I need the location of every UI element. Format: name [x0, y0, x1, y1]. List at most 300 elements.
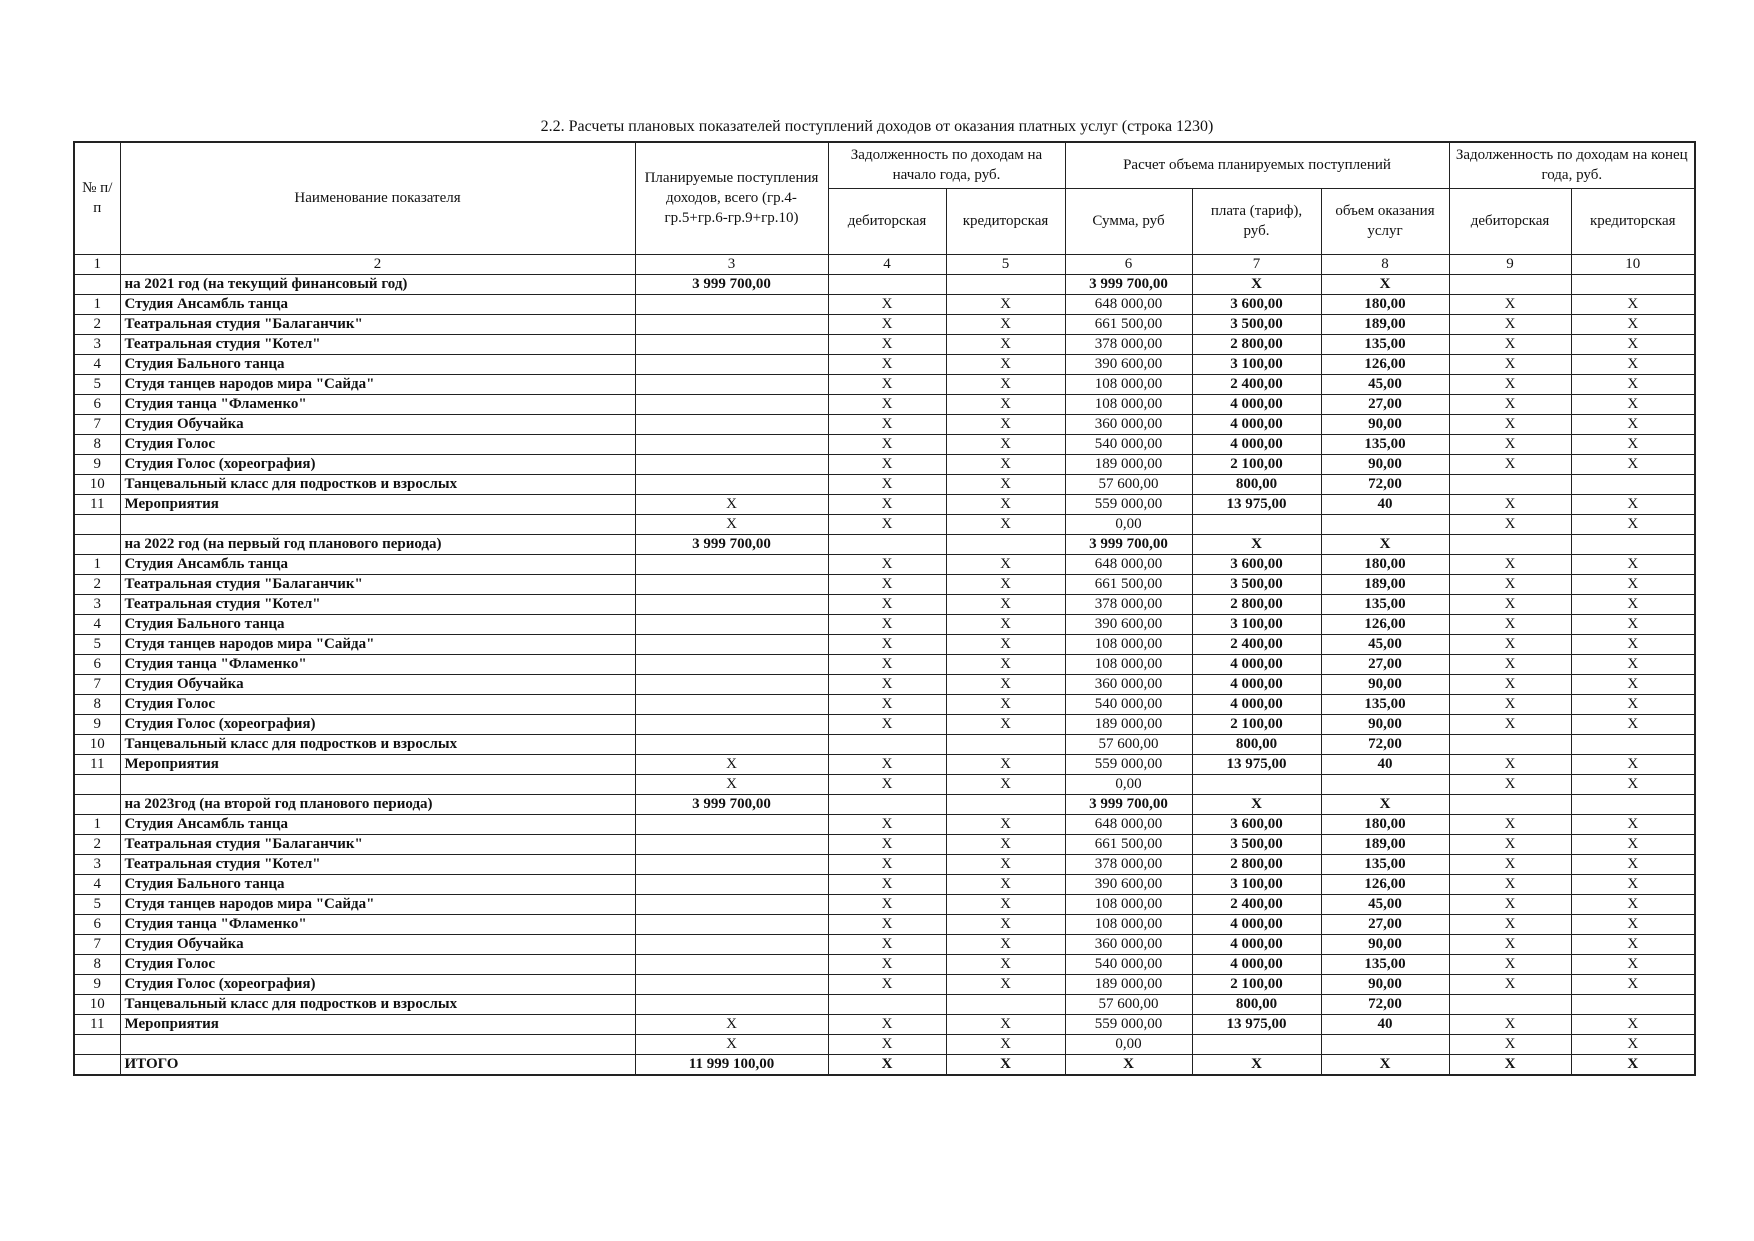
credit-start-cell: X: [946, 494, 1065, 514]
debit-end-cell: X: [1449, 874, 1571, 894]
credit-start-cell: X: [946, 1054, 1065, 1075]
volume-cell: 135,00: [1321, 594, 1449, 614]
table-row: [74, 654, 1695, 674]
planned-cell: [635, 694, 828, 714]
row-name: Студия Ансамбль танца: [120, 294, 635, 314]
sum-cell: 390 600,00: [1065, 614, 1192, 634]
credit-end-cell: X: [1571, 974, 1695, 994]
credit-start-cell: X: [946, 414, 1065, 434]
sum-cell: 108 000,00: [1065, 914, 1192, 934]
row-number: 1: [74, 294, 120, 314]
planned-cell: [635, 474, 828, 494]
row-number: 5: [74, 374, 120, 394]
credit-start-cell: X: [946, 474, 1065, 494]
table-row: [74, 594, 1695, 614]
credit-start-cell: X: [946, 854, 1065, 874]
header-debit: дебиторская: [828, 188, 946, 254]
volume-cell: 90,00: [1321, 714, 1449, 734]
debit-start-cell: X: [828, 1014, 946, 1034]
debit-start-cell: X: [828, 894, 946, 914]
credit-end-cell: X: [1571, 454, 1695, 474]
row-name: Студия Голос (хореография): [120, 454, 635, 474]
debit-end-cell: [1449, 994, 1571, 1014]
row-number: 4: [74, 874, 120, 894]
credit-end-cell: [1571, 534, 1695, 554]
row-number: 11: [74, 494, 120, 514]
planned-cell: 3 999 700,00: [635, 794, 828, 814]
row-number: 5: [74, 634, 120, 654]
debit-start-cell: X: [828, 374, 946, 394]
tariff-cell: [1192, 514, 1321, 534]
sum-cell: 57 600,00: [1065, 994, 1192, 1014]
debit-end-cell: X: [1449, 374, 1571, 394]
row-name: Студия танца "Фламенко": [120, 654, 635, 674]
planned-cell: [635, 374, 828, 394]
planned-cell: X: [635, 494, 828, 514]
tariff-cell: 4 000,00: [1192, 434, 1321, 454]
volume-cell: 135,00: [1321, 334, 1449, 354]
tariff-cell: 4 000,00: [1192, 694, 1321, 714]
sum-cell: 540 000,00: [1065, 954, 1192, 974]
credit-end-cell: X: [1571, 394, 1695, 414]
debit-end-cell: [1449, 274, 1571, 294]
debit-start-cell: X: [828, 1054, 946, 1075]
row-name: [120, 1034, 635, 1054]
debit-start-cell: X: [828, 554, 946, 574]
tariff-cell: 3 600,00: [1192, 294, 1321, 314]
volume-cell: X: [1321, 534, 1449, 554]
volume-cell: 72,00: [1321, 474, 1449, 494]
debit-start-cell: X: [828, 454, 946, 474]
sum-cell: 3 999 700,00: [1065, 534, 1192, 554]
tariff-cell: 2 400,00: [1192, 894, 1321, 914]
row-number: 7: [74, 414, 120, 434]
table-row: [74, 1034, 1695, 1054]
planned-cell: [635, 874, 828, 894]
row-number: 6: [74, 914, 120, 934]
debit-end-cell: X: [1449, 834, 1571, 854]
credit-end-cell: X: [1571, 634, 1695, 654]
credit-end-cell: [1571, 994, 1695, 1014]
row-name: Студия Обучайка: [120, 414, 635, 434]
header-calc: Расчет объема планируемых поступлений: [1065, 142, 1449, 188]
tariff-cell: 4 000,00: [1192, 934, 1321, 954]
tariff-cell: 4 000,00: [1192, 954, 1321, 974]
debit-start-cell: X: [828, 294, 946, 314]
row-number: 4: [74, 614, 120, 634]
tariff-cell: 13 975,00: [1192, 494, 1321, 514]
planned-cell: [635, 914, 828, 934]
sum-cell: 57 600,00: [1065, 734, 1192, 754]
planned-cell: [635, 854, 828, 874]
sum-cell: 189 000,00: [1065, 454, 1192, 474]
sum-cell: 189 000,00: [1065, 974, 1192, 994]
planned-cell: [635, 554, 828, 574]
section-row: [74, 794, 1695, 814]
credit-end-cell: X: [1571, 294, 1695, 314]
header-sum: Сумма, руб: [1065, 188, 1192, 254]
planned-cell: [635, 334, 828, 354]
planned-cell: [635, 574, 828, 594]
tariff-cell: X: [1192, 794, 1321, 814]
row-name: [120, 774, 635, 794]
tariff-cell: 2 800,00: [1192, 594, 1321, 614]
debit-end-cell: X: [1449, 634, 1571, 654]
row-number: 9: [74, 454, 120, 474]
volume-cell: 135,00: [1321, 854, 1449, 874]
header-credit-end: кредиторская: [1571, 188, 1695, 254]
sum-cell: 0,00: [1065, 514, 1192, 534]
tariff-cell: 3 600,00: [1192, 554, 1321, 574]
row-name: Студя танцев народов мира "Сайда": [120, 894, 635, 914]
credit-start-cell: X: [946, 954, 1065, 974]
tariff-cell: 3 100,00: [1192, 354, 1321, 374]
credit-start-cell: X: [946, 294, 1065, 314]
credit-start-cell: [946, 994, 1065, 1014]
row-number: 10: [74, 994, 120, 1014]
col-number: 3: [635, 254, 828, 274]
debit-end-cell: X: [1449, 1034, 1571, 1054]
credit-end-cell: X: [1571, 1014, 1695, 1034]
sum-cell: 3 999 700,00: [1065, 274, 1192, 294]
debit-start-cell: X: [828, 874, 946, 894]
planned-cell: [635, 814, 828, 834]
table-row: [74, 834, 1695, 854]
row-name: Студия танца "Фламенко": [120, 394, 635, 414]
debit-start-cell: X: [828, 834, 946, 854]
debit-end-cell: X: [1449, 494, 1571, 514]
table-row: [74, 734, 1695, 754]
sum-cell: 108 000,00: [1065, 894, 1192, 914]
tariff-cell: 2 100,00: [1192, 714, 1321, 734]
table-row: [74, 554, 1695, 574]
planned-cell: [635, 354, 828, 374]
row-number: 3: [74, 334, 120, 354]
header-debt-end: Задолженность по доходам на конец года, руб.: [1449, 142, 1695, 188]
sum-cell: 390 600,00: [1065, 354, 1192, 374]
row-number: [74, 1034, 120, 1054]
row-number: 7: [74, 674, 120, 694]
debit-end-cell: X: [1449, 574, 1571, 594]
sum-cell: 360 000,00: [1065, 934, 1192, 954]
planned-cell: 11 999 100,00: [635, 1054, 828, 1075]
credit-start-cell: X: [946, 974, 1065, 994]
table-row: [74, 874, 1695, 894]
credit-start-cell: [946, 534, 1065, 554]
debit-end-cell: X: [1449, 314, 1571, 334]
row-name: Мероприятия: [120, 1014, 635, 1034]
col-number: 7: [1192, 254, 1321, 274]
tariff-cell: 3 500,00: [1192, 574, 1321, 594]
credit-start-cell: X: [946, 394, 1065, 414]
credit-end-cell: X: [1571, 414, 1695, 434]
debit-start-cell: X: [828, 394, 946, 414]
table-row: [74, 754, 1695, 774]
credit-start-cell: X: [946, 574, 1065, 594]
debit-start-cell: X: [828, 414, 946, 434]
volume-cell: [1321, 514, 1449, 534]
credit-end-cell: X: [1571, 894, 1695, 914]
tariff-cell: 4 000,00: [1192, 914, 1321, 934]
sum-cell: 559 000,00: [1065, 494, 1192, 514]
table-row: [74, 1014, 1695, 1034]
row-number: 8: [74, 434, 120, 454]
planned-cell: X: [635, 754, 828, 774]
credit-end-cell: X: [1571, 754, 1695, 774]
debit-start-cell: [828, 994, 946, 1014]
credit-end-cell: X: [1571, 954, 1695, 974]
credit-start-cell: X: [946, 354, 1065, 374]
debit-start-cell: [828, 274, 946, 294]
debit-start-cell: X: [828, 694, 946, 714]
credit-end-cell: X: [1571, 694, 1695, 714]
table-body: [74, 274, 1695, 1075]
table-row: [74, 854, 1695, 874]
debit-end-cell: X: [1449, 514, 1571, 534]
volume-cell: 135,00: [1321, 434, 1449, 454]
table-row: [74, 294, 1695, 314]
debit-end-cell: X: [1449, 334, 1571, 354]
col-number: 4: [828, 254, 946, 274]
debit-start-cell: X: [828, 514, 946, 534]
tariff-cell: 2 400,00: [1192, 374, 1321, 394]
credit-start-cell: X: [946, 514, 1065, 534]
row-number: 6: [74, 654, 120, 674]
credit-end-cell: X: [1571, 834, 1695, 854]
debit-start-cell: X: [828, 334, 946, 354]
credit-start-cell: X: [946, 1034, 1065, 1054]
row-number: [74, 534, 120, 554]
table-row: [74, 814, 1695, 834]
sum-cell: 108 000,00: [1065, 374, 1192, 394]
sum-cell: 661 500,00: [1065, 834, 1192, 854]
table-row: [74, 894, 1695, 914]
section-row: [74, 274, 1695, 294]
credit-end-cell: X: [1571, 354, 1695, 374]
col-number: 2: [120, 254, 635, 274]
row-number: 2: [74, 574, 120, 594]
credit-end-cell: X: [1571, 914, 1695, 934]
credit-start-cell: X: [946, 1014, 1065, 1034]
table-row: [74, 494, 1695, 514]
credit-start-cell: X: [946, 874, 1065, 894]
credit-start-cell: X: [946, 434, 1065, 454]
planned-cell: [635, 414, 828, 434]
credit-start-cell: X: [946, 694, 1065, 714]
volume-cell: X: [1321, 794, 1449, 814]
header-no: № п/п: [74, 142, 120, 254]
tariff-cell: X: [1192, 274, 1321, 294]
table-row: [74, 414, 1695, 434]
row-number: 11: [74, 1014, 120, 1034]
sum-cell: 559 000,00: [1065, 1014, 1192, 1034]
row-name: Студия Обучайка: [120, 934, 635, 954]
row-number: 3: [74, 854, 120, 874]
row-number: 7: [74, 934, 120, 954]
volume-cell: 126,00: [1321, 354, 1449, 374]
credit-end-cell: X: [1571, 434, 1695, 454]
debit-end-cell: [1449, 734, 1571, 754]
tariff-cell: 13 975,00: [1192, 1014, 1321, 1034]
sum-cell: 648 000,00: [1065, 294, 1192, 314]
volume-cell: 40: [1321, 1014, 1449, 1034]
row-name: Студия Ансамбль танца: [120, 814, 635, 834]
volume-cell: 135,00: [1321, 694, 1449, 714]
volume-cell: 180,00: [1321, 554, 1449, 574]
credit-end-cell: X: [1571, 1034, 1695, 1054]
row-number: [74, 794, 120, 814]
row-number: 2: [74, 834, 120, 854]
planned-cell: [635, 634, 828, 654]
credit-end-cell: X: [1571, 674, 1695, 694]
volume-cell: 126,00: [1321, 614, 1449, 634]
sum-cell: 108 000,00: [1065, 654, 1192, 674]
volume-cell: [1321, 1034, 1449, 1054]
credit-start-cell: [946, 794, 1065, 814]
table-row: [74, 914, 1695, 934]
row-name: Театральная студия "Балаганчик": [120, 834, 635, 854]
row-name: [120, 514, 635, 534]
credit-start-cell: [946, 274, 1065, 294]
debit-start-cell: X: [828, 314, 946, 334]
debit-start-cell: [828, 794, 946, 814]
tariff-cell: 800,00: [1192, 994, 1321, 1014]
volume-cell: 72,00: [1321, 994, 1449, 1014]
debit-end-cell: X: [1449, 294, 1571, 314]
debit-end-cell: [1449, 474, 1571, 494]
credit-start-cell: X: [946, 754, 1065, 774]
planned-cell: [635, 954, 828, 974]
debit-start-cell: X: [828, 474, 946, 494]
sum-cell: 360 000,00: [1065, 414, 1192, 434]
sum-cell: 378 000,00: [1065, 334, 1192, 354]
row-name: Театральная студия "Балаганчик": [120, 574, 635, 594]
row-name: Студия Голос: [120, 954, 635, 974]
credit-start-cell: X: [946, 814, 1065, 834]
header-volume: объем оказания услуг: [1321, 188, 1449, 254]
header-tariff: плата (тариф), руб.: [1192, 188, 1321, 254]
header-debit-end: дебиторская: [1449, 188, 1571, 254]
sum-cell: 378 000,00: [1065, 854, 1192, 874]
row-name: Театральная студия "Котел": [120, 854, 635, 874]
volume-cell: 27,00: [1321, 654, 1449, 674]
credit-start-cell: [946, 734, 1065, 754]
volume-cell: 90,00: [1321, 974, 1449, 994]
planned-cell: [635, 294, 828, 314]
debit-end-cell: X: [1449, 774, 1571, 794]
planned-cell: X: [635, 1034, 828, 1054]
credit-start-cell: X: [946, 934, 1065, 954]
row-name: Танцевальный класс для подростков и взрослых: [120, 734, 635, 754]
credit-start-cell: X: [946, 674, 1065, 694]
row-number: 1: [74, 814, 120, 834]
row-number: 4: [74, 354, 120, 374]
row-number: 3: [74, 594, 120, 614]
row-name: Студия Обучайка: [120, 674, 635, 694]
credit-start-cell: X: [946, 774, 1065, 794]
volume-cell: X: [1321, 1054, 1449, 1075]
row-name: Мероприятия: [120, 494, 635, 514]
row-name: на 2022 год (на первый год планового периода): [120, 534, 635, 554]
row-name: Студия танца "Фламенко": [120, 914, 635, 934]
row-number: 6: [74, 394, 120, 414]
credit-start-cell: X: [946, 454, 1065, 474]
debit-end-cell: X: [1449, 714, 1571, 734]
planned-cell: [635, 614, 828, 634]
row-name: Студия Голос (хореография): [120, 974, 635, 994]
debit-end-cell: X: [1449, 554, 1571, 574]
table-row: [74, 614, 1695, 634]
debit-start-cell: X: [828, 934, 946, 954]
tariff-cell: 2 800,00: [1192, 334, 1321, 354]
volume-cell: 27,00: [1321, 394, 1449, 414]
tariff-cell: 3 100,00: [1192, 874, 1321, 894]
planned-cell: [635, 394, 828, 414]
credit-end-cell: X: [1571, 714, 1695, 734]
debit-start-cell: X: [828, 614, 946, 634]
debit-end-cell: X: [1449, 974, 1571, 994]
tariff-cell: [1192, 774, 1321, 794]
debit-end-cell: X: [1449, 954, 1571, 974]
debit-start-cell: X: [828, 634, 946, 654]
debit-end-cell: X: [1449, 694, 1571, 714]
volume-cell: 90,00: [1321, 414, 1449, 434]
row-number: 8: [74, 694, 120, 714]
row-number: 9: [74, 714, 120, 734]
row-number: 11: [74, 754, 120, 774]
volume-cell: 135,00: [1321, 954, 1449, 974]
sum-cell: 390 600,00: [1065, 874, 1192, 894]
debit-start-cell: X: [828, 954, 946, 974]
planned-cell: X: [635, 1014, 828, 1034]
row-name: Мероприятия: [120, 754, 635, 774]
row-name: Студия Ансамбль танца: [120, 554, 635, 574]
sum-cell: 661 500,00: [1065, 314, 1192, 334]
planned-cell: [635, 974, 828, 994]
row-name: Студия Бального танца: [120, 354, 635, 374]
sum-cell: 108 000,00: [1065, 634, 1192, 654]
volume-cell: [1321, 774, 1449, 794]
credit-end-cell: [1571, 734, 1695, 754]
debit-end-cell: X: [1449, 614, 1571, 634]
table-row: [74, 574, 1695, 594]
planned-cell: 3 999 700,00: [635, 534, 828, 554]
row-name: Студия Голос: [120, 434, 635, 454]
table-row: [74, 354, 1695, 374]
row-name: Студя танцев народов мира "Сайда": [120, 374, 635, 394]
credit-start-cell: X: [946, 894, 1065, 914]
credit-end-cell: X: [1571, 314, 1695, 334]
credit-end-cell: X: [1571, 814, 1695, 834]
row-name: Студия Бального танца: [120, 874, 635, 894]
debit-end-cell: [1449, 534, 1571, 554]
credit-end-cell: X: [1571, 514, 1695, 534]
sum-cell: 648 000,00: [1065, 554, 1192, 574]
volume-cell: 72,00: [1321, 734, 1449, 754]
tariff-cell: 2 100,00: [1192, 454, 1321, 474]
volume-cell: X: [1321, 274, 1449, 294]
col-number: 1: [74, 254, 120, 274]
tariff-cell: 13 975,00: [1192, 754, 1321, 774]
planned-cell: [635, 934, 828, 954]
credit-end-cell: X: [1571, 374, 1695, 394]
planned-cell: [635, 314, 828, 334]
table-row: [74, 434, 1695, 454]
planned-cell: [635, 594, 828, 614]
credit-end-cell: X: [1571, 574, 1695, 594]
debit-end-cell: X: [1449, 454, 1571, 474]
row-number: 9: [74, 974, 120, 994]
